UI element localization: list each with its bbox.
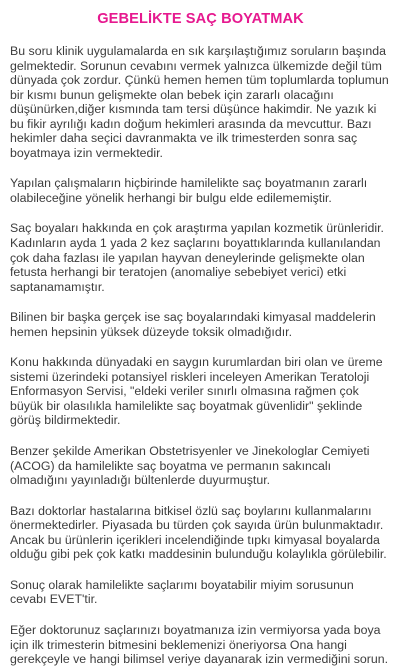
article-paragraph-5: Konu hakkında dünyadaki en saygın kurumlardan biri olan ve üreme sistemi üzerindeki potansiyel riskleri inceleyen Amerikan Teratoloji Enformasyon Servisi, "eldeki veriler sınırlı olmasına rağmen çok büyük bir olasılıkla hamilelikte saç boyatmak güvenlidir" şeklinde görüş bildirmektedir. xyxy=(10,355,383,428)
article-paragraph-7: Bazı doktorlar hastalarına bitkisel özlü saç boylarını kullanmalarını önermektedirler. Piyasada bu türden çok sayıda ürün bulunmaktadır. Ancak bu ürünlerin içerikleri incelendiğinde tıpkı kimyasal boyalarda olduğu gibi pek çok katkı maddesinin bulunduğu kolaylıkla görülebilir. xyxy=(10,503,387,562)
article-title: GEBELİKTE SAÇ BOYATMAK xyxy=(97,11,304,27)
article-paragraph-1: Bu soru klinik uygulamalarda en sık karşılaştığımız soruların başında gelmektedir. Sorunun cevabını vermek yalnızca ülkemizde değil tüm dünyada çok zordur. Çünkü hemen hemen tüm toplumlarda toplumun bir kısmı bunun gelişmekte olan bebek için zararlı olacağını düşünürken,diğer kısmında tam tersi düşünce hakimdir. Ne yazık ki bu fikir ayrılığı kadın doğum hekimleri arasında da mevcuttur. Bazı hekimler daha seçici davranmakta ve ilk trimesterden sonra saç boyatmaya izin vermektedir. xyxy=(10,44,389,160)
article-paragraph-9: Eğer doktorunuz saçlarınızı boyatmanıza izin vermiyorsa yada boya için ilk trimesterin bitmesini beklemenizi öneriyorsa Ona hangi gerekçeyle ve hangi bilimsel veriye dayanarak izin vermediğini sorun. xyxy=(10,622,389,667)
article-paragraph-6: Benzer şekilde Amerikan Obstetrisyenler ve Jinekologlar Cemiyeti (ACOG) da hamilelikte saç boyatma ve permanın sakıncalı olmadığını yayınladığı bültenlerde duyurmuştur. xyxy=(10,444,370,488)
article-paragraph-3: Saç boyaları hakkında en çok araştırma yapılan kozmetik ürünleridir. Kadınların ayda 1 yada 2 kez saçlarını boyattıklarında kullanılandan çok daha fazlası ile yapılan hayvan deneylerinde gelişmekte olan fetusta herhangi bir teratojen (anomaliye sebebiyet verici) etki saptanamamıştır. xyxy=(10,221,384,294)
article-paragraph-4: Bilinen bir başka gerçek ise saç boyalarındaki kimyasal maddelerin hemen hepsinin yüksek düzeyde toksik olmadığıdır. xyxy=(10,310,376,339)
article-paragraph-8: Sonuç olarak hamilelikte saçlarımı boyatabilir miyim sorusunun cevabı EVET'tir. xyxy=(10,577,354,607)
article-body xyxy=(10,44,391,667)
article-paragraph-2: Yapılan çalışmaların hiçbirinde hamilelikte saç boyatmanın zararlı olabileceğine yönelik herhangi bir bulgu elde edilememiştir. xyxy=(10,176,368,205)
